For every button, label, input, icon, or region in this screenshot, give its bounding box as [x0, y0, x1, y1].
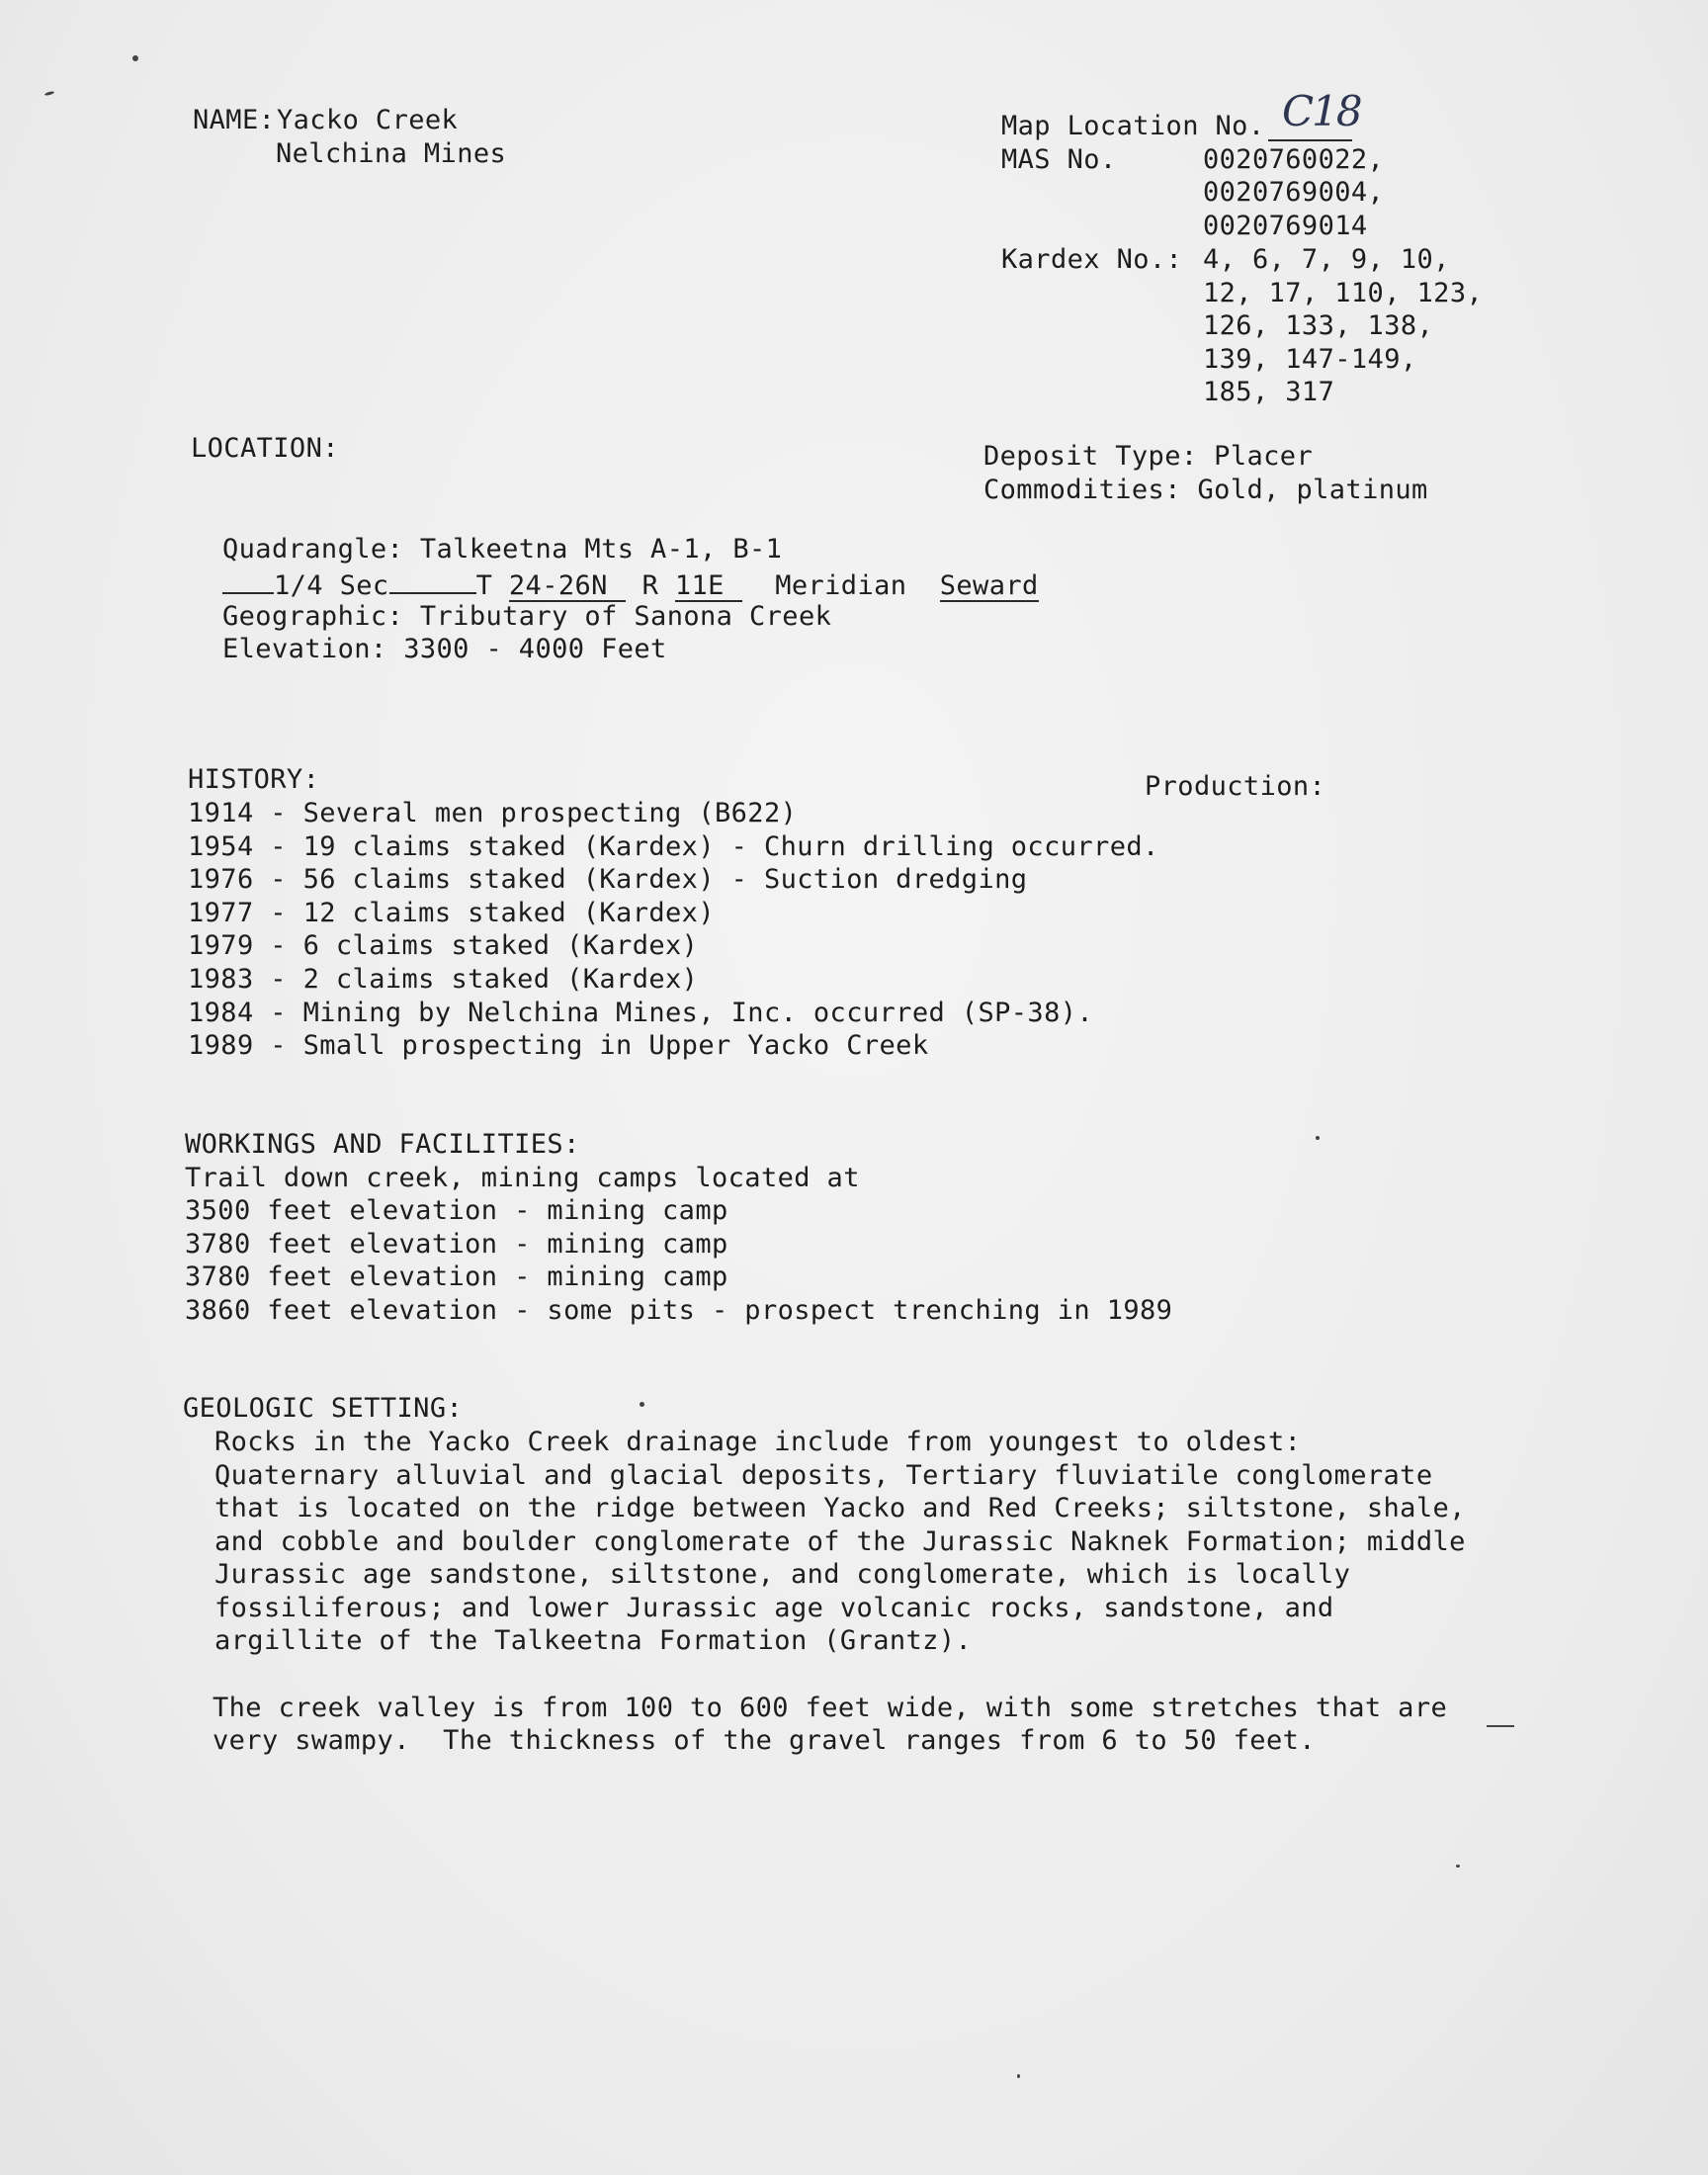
section-blank	[389, 566, 476, 594]
history-entry: 1914 - Several men prospecting (B622)	[188, 798, 798, 828]
history-entry: 1977 - 12 claims staked (Kardex)	[188, 898, 715, 928]
kardex-label: Kardex No.:	[1001, 244, 1183, 275]
meridian-value: Seward	[939, 570, 1039, 601]
history-entry: 1954 - 19 claims staked (Kardex) - Churn drilling occurred.	[188, 831, 1159, 862]
map-location-value: C18	[1282, 87, 1361, 135]
history-entry: 1984 - Mining by Nelchina Mines, Inc. occurred (SP-38).	[188, 998, 1094, 1028]
geologic-line: fossiliferous; and lower Jurassic age volcanic rocks, sandstone, and	[214, 1593, 1334, 1623]
geologic-line: very swampy. The thickness of the gravel ranges from 6 to 50 feet.	[213, 1725, 1316, 1756]
mas-label: MAS No.	[1001, 144, 1117, 175]
workings-line: 3780 feet elevation - mining camp	[185, 1262, 728, 1292]
range-value: 11E	[675, 572, 742, 602]
scan-speck	[640, 1402, 644, 1407]
elevation: Elevation: 3300 - 4000 Feet	[222, 634, 667, 664]
geographic: Geographic: Tributary of Sanona Creek	[222, 601, 832, 632]
legal-description-line	[222, 566, 1039, 602]
history-entry: 1976 - 56 claims staked (Kardex) - Suction dredging	[188, 864, 1028, 895]
scan-speck	[132, 55, 138, 61]
name-label: NAME:	[193, 105, 276, 135]
scan-speck	[1017, 2074, 1020, 2078]
quarter-sec-label: 1/4 Sec	[274, 570, 389, 601]
workings-heading: WORKINGS AND FACILITIES:	[185, 1129, 580, 1160]
production-label: Production:	[1145, 771, 1326, 802]
mas-value-1: 0020760022,	[1203, 144, 1385, 175]
scan-speck	[1456, 1865, 1460, 1868]
kardex-value-3: 126, 133, 138,	[1203, 310, 1434, 341]
mas-value-3: 0020769014	[1203, 211, 1368, 241]
geologic-line: that is located on the ridge between Yacko and Red Creeks; siltstone, shale,	[214, 1493, 1466, 1523]
township-value: 24-26N	[509, 572, 626, 602]
geologic-heading: GEOLOGIC SETTING:	[183, 1393, 464, 1424]
map-location-underline	[1268, 139, 1352, 141]
geologic-line: Jurassic age sandstone, siltstone, and conglomerate, which is locally	[214, 1559, 1351, 1590]
workings-line: 3860 feet elevation - some pits - prospect trenching in 1989	[185, 1295, 1173, 1326]
scan-speck	[44, 91, 54, 96]
workings-line: Trail down creek, mining camps located at	[185, 1163, 860, 1193]
history-entry: 1989 - Small prospecting in Upper Yacko Creek	[188, 1030, 929, 1061]
history-heading: HISTORY:	[188, 764, 320, 795]
mine-name: Yacko Creek	[277, 105, 459, 135]
range-label: R	[641, 570, 659, 601]
workings-line: 3500 feet elevation - mining camp	[185, 1195, 728, 1226]
township-label: T	[475, 570, 493, 601]
geologic-line: Quaternary alluvial and glacial deposits, Tertiary fluviatile conglomerate	[214, 1460, 1433, 1491]
kardex-value-4: 139, 147-149,	[1203, 344, 1417, 375]
quadrangle: Quadrangle: Talkeetna Mts A-1, B-1	[222, 534, 783, 565]
location-heading: LOCATION:	[191, 433, 339, 464]
mas-value-2: 0020769004,	[1203, 177, 1385, 208]
map-location-label: Map Location No.	[1001, 111, 1265, 141]
geologic-line: argillite of the Talkeetna Formation (Grantz).	[214, 1625, 973, 1656]
operator-name: Nelchina Mines	[276, 138, 507, 169]
commodities: Commodities: Gold, platinum	[983, 475, 1428, 505]
geologic-line: and cobble and boulder conglomerate of the Jurassic Naknek Formation; middle	[214, 1526, 1466, 1557]
scan-speck	[1316, 1136, 1320, 1140]
geologic-line: Rocks in the Yacko Creek drainage include from youngest to oldest:	[214, 1427, 1302, 1457]
deposit-type: Deposit Type: Placer	[983, 441, 1314, 472]
kardex-value-5: 185, 317	[1203, 377, 1335, 407]
meridian-label: Meridian	[775, 570, 907, 601]
kardex-value-1: 4, 6, 7, 9, 10,	[1203, 244, 1450, 275]
quarter-blank	[222, 566, 274, 594]
geologic-line: The creek valley is from 100 to 600 feet wide, with some stretches that are	[213, 1693, 1448, 1723]
history-entry: 1979 - 6 claims staked (Kardex)	[188, 930, 699, 961]
scan-speck	[1487, 1725, 1514, 1727]
kardex-value-2: 12, 17, 110, 123,	[1203, 278, 1484, 308]
workings-line: 3780 feet elevation - mining camp	[185, 1229, 728, 1260]
history-entry: 1983 - 2 claims staked (Kardex)	[188, 964, 699, 995]
